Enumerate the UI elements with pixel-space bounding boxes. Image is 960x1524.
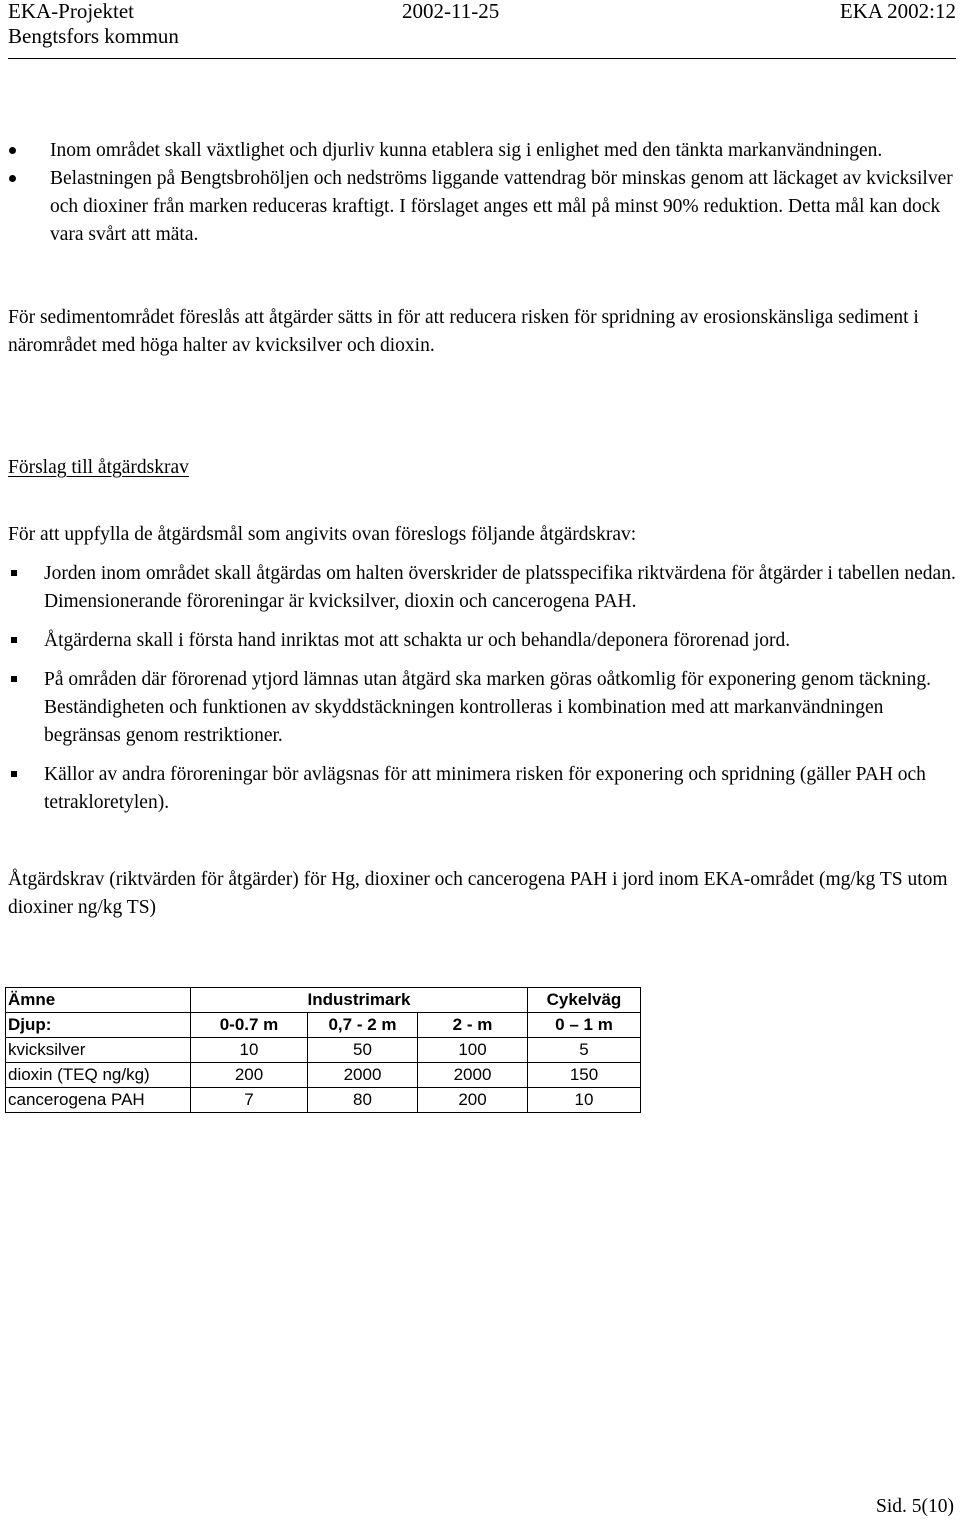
- table-cell: 100: [418, 1038, 528, 1063]
- list-item: [8, 666, 960, 750]
- bullet-text: Inom området skall växtlighet och djurliv kunna etablera sig i enlighet med den tänkta markanvändningen.: [50, 140, 883, 161]
- table-cell: 5: [528, 1038, 641, 1063]
- list-item: [8, 560, 960, 616]
- intro-paragraph: För att uppfylla de åtgärdsmål som angivits ovan föreslogs följande åtgärdskrav:: [8, 524, 637, 545]
- header-cell: Industrimark: [191, 988, 528, 1013]
- project-name: EKA-Projektet: [8, 0, 134, 23]
- table-cell: 2 - m: [418, 1013, 528, 1038]
- list-item: [8, 165, 958, 249]
- table-cell: 200: [191, 1063, 308, 1088]
- table-cell: cancerogena PAH: [6, 1088, 191, 1113]
- square-bullet-icon: [11, 676, 17, 682]
- page-header: [8, 0, 956, 59]
- table-cell: 80: [308, 1088, 418, 1113]
- table-cell: Djup:: [6, 1013, 191, 1038]
- requirements-list: [8, 560, 960, 828]
- page-number: Sid. 5(10): [876, 1496, 954, 1517]
- requirement-text: På områden där förorenad ytjord lämnas utan åtgärd ska marken göras oåtkomlig för exponering genom täckning. Beständigheten och funktionen av skyddstäckningen kontrolleras i kombination med att markanvändningen begränsas genom restriktioner.: [44, 669, 931, 746]
- list-item: [8, 761, 960, 817]
- table-cell: 2000: [418, 1063, 528, 1088]
- requirement-text: Källor av andra föroreningar bör avlägsnas för att minimera risken för exponering och spridning (gäller PAH och tetrakloretylen).: [44, 764, 926, 813]
- table-cell: dioxin (TEQ ng/kg): [6, 1063, 191, 1088]
- requirement-text: Åtgärderna skall i första hand inriktas mot att schakta ur och behandla/deponera förorenad jord.: [44, 630, 791, 651]
- table-cell: 0-0.7 m: [191, 1013, 308, 1038]
- table-cell: 0,7 - 2 m: [308, 1013, 418, 1038]
- table-cell: 10: [528, 1088, 641, 1113]
- list-item: [8, 137, 958, 165]
- table-cell: kvicksilver: [6, 1038, 191, 1063]
- table-header-row: [6, 988, 641, 1013]
- remediation-table: [5, 987, 641, 1113]
- table-row: [6, 1038, 641, 1063]
- square-bullet-icon: [11, 570, 17, 576]
- list-item: [8, 627, 960, 655]
- table-cell: 50: [308, 1038, 418, 1063]
- table-cell: 2000: [308, 1063, 418, 1088]
- header-cell: Ämne: [6, 988, 191, 1013]
- organization-name: Bengtsfors kommun: [8, 24, 179, 48]
- table-cell: 0 – 1 m: [528, 1013, 641, 1038]
- sediment-paragraph: För sedimentområdet föreslås att åtgärder sätts in för att reducera risken för spridning av erosionskänsliga sediment i närområdet med höga halter av kvicksilver och dioxin.: [8, 307, 919, 356]
- table-row: [6, 1088, 641, 1113]
- table-cell: 200: [418, 1088, 528, 1113]
- bullet-text: Belastningen på Bengtsbrohöljen och nedströms liggande vattendrag bör minskas genom att läckaget av kvicksilver och dioxiner från marken reduceras kraftigt. I förslaget anges ett mål på minst 90% reduktion. Detta mål kan dock vara svårt att mäta.: [50, 168, 953, 245]
- depth-row: [6, 1013, 641, 1038]
- bullet-icon: [9, 175, 16, 182]
- table-caption: Åtgärdskrav (riktvärden för åtgärder) för Hg, dioxiner och cancerogena PAH i jord inom EKA-området (mg/kg TS utom dioxiner ng/kg TS): [8, 869, 948, 918]
- bullet-icon: [9, 147, 16, 154]
- square-bullet-icon: [11, 637, 17, 643]
- section-heading: Förslag till åtgärdskrav: [8, 457, 189, 478]
- square-bullet-icon: [11, 771, 17, 777]
- document-id: EKA 2002:12: [839, 0, 956, 23]
- requirement-text: Jorden inom området skall åtgärdas om halten överskrider de platsspecifika riktvärdena för åtgärder i tabellen nedan. Dimensionerande föroreningar är kvicksilver, dioxin och cancerogena PAH.: [44, 563, 956, 612]
- table-cell: 150: [528, 1063, 641, 1088]
- table-row: [6, 1063, 641, 1088]
- table-cell: 10: [191, 1038, 308, 1063]
- goal-bullet-list: [8, 137, 958, 249]
- document-date: 2002-11-25: [402, 0, 500, 23]
- header-cell: Cykelväg: [528, 988, 641, 1013]
- table-cell: 7: [191, 1088, 308, 1113]
